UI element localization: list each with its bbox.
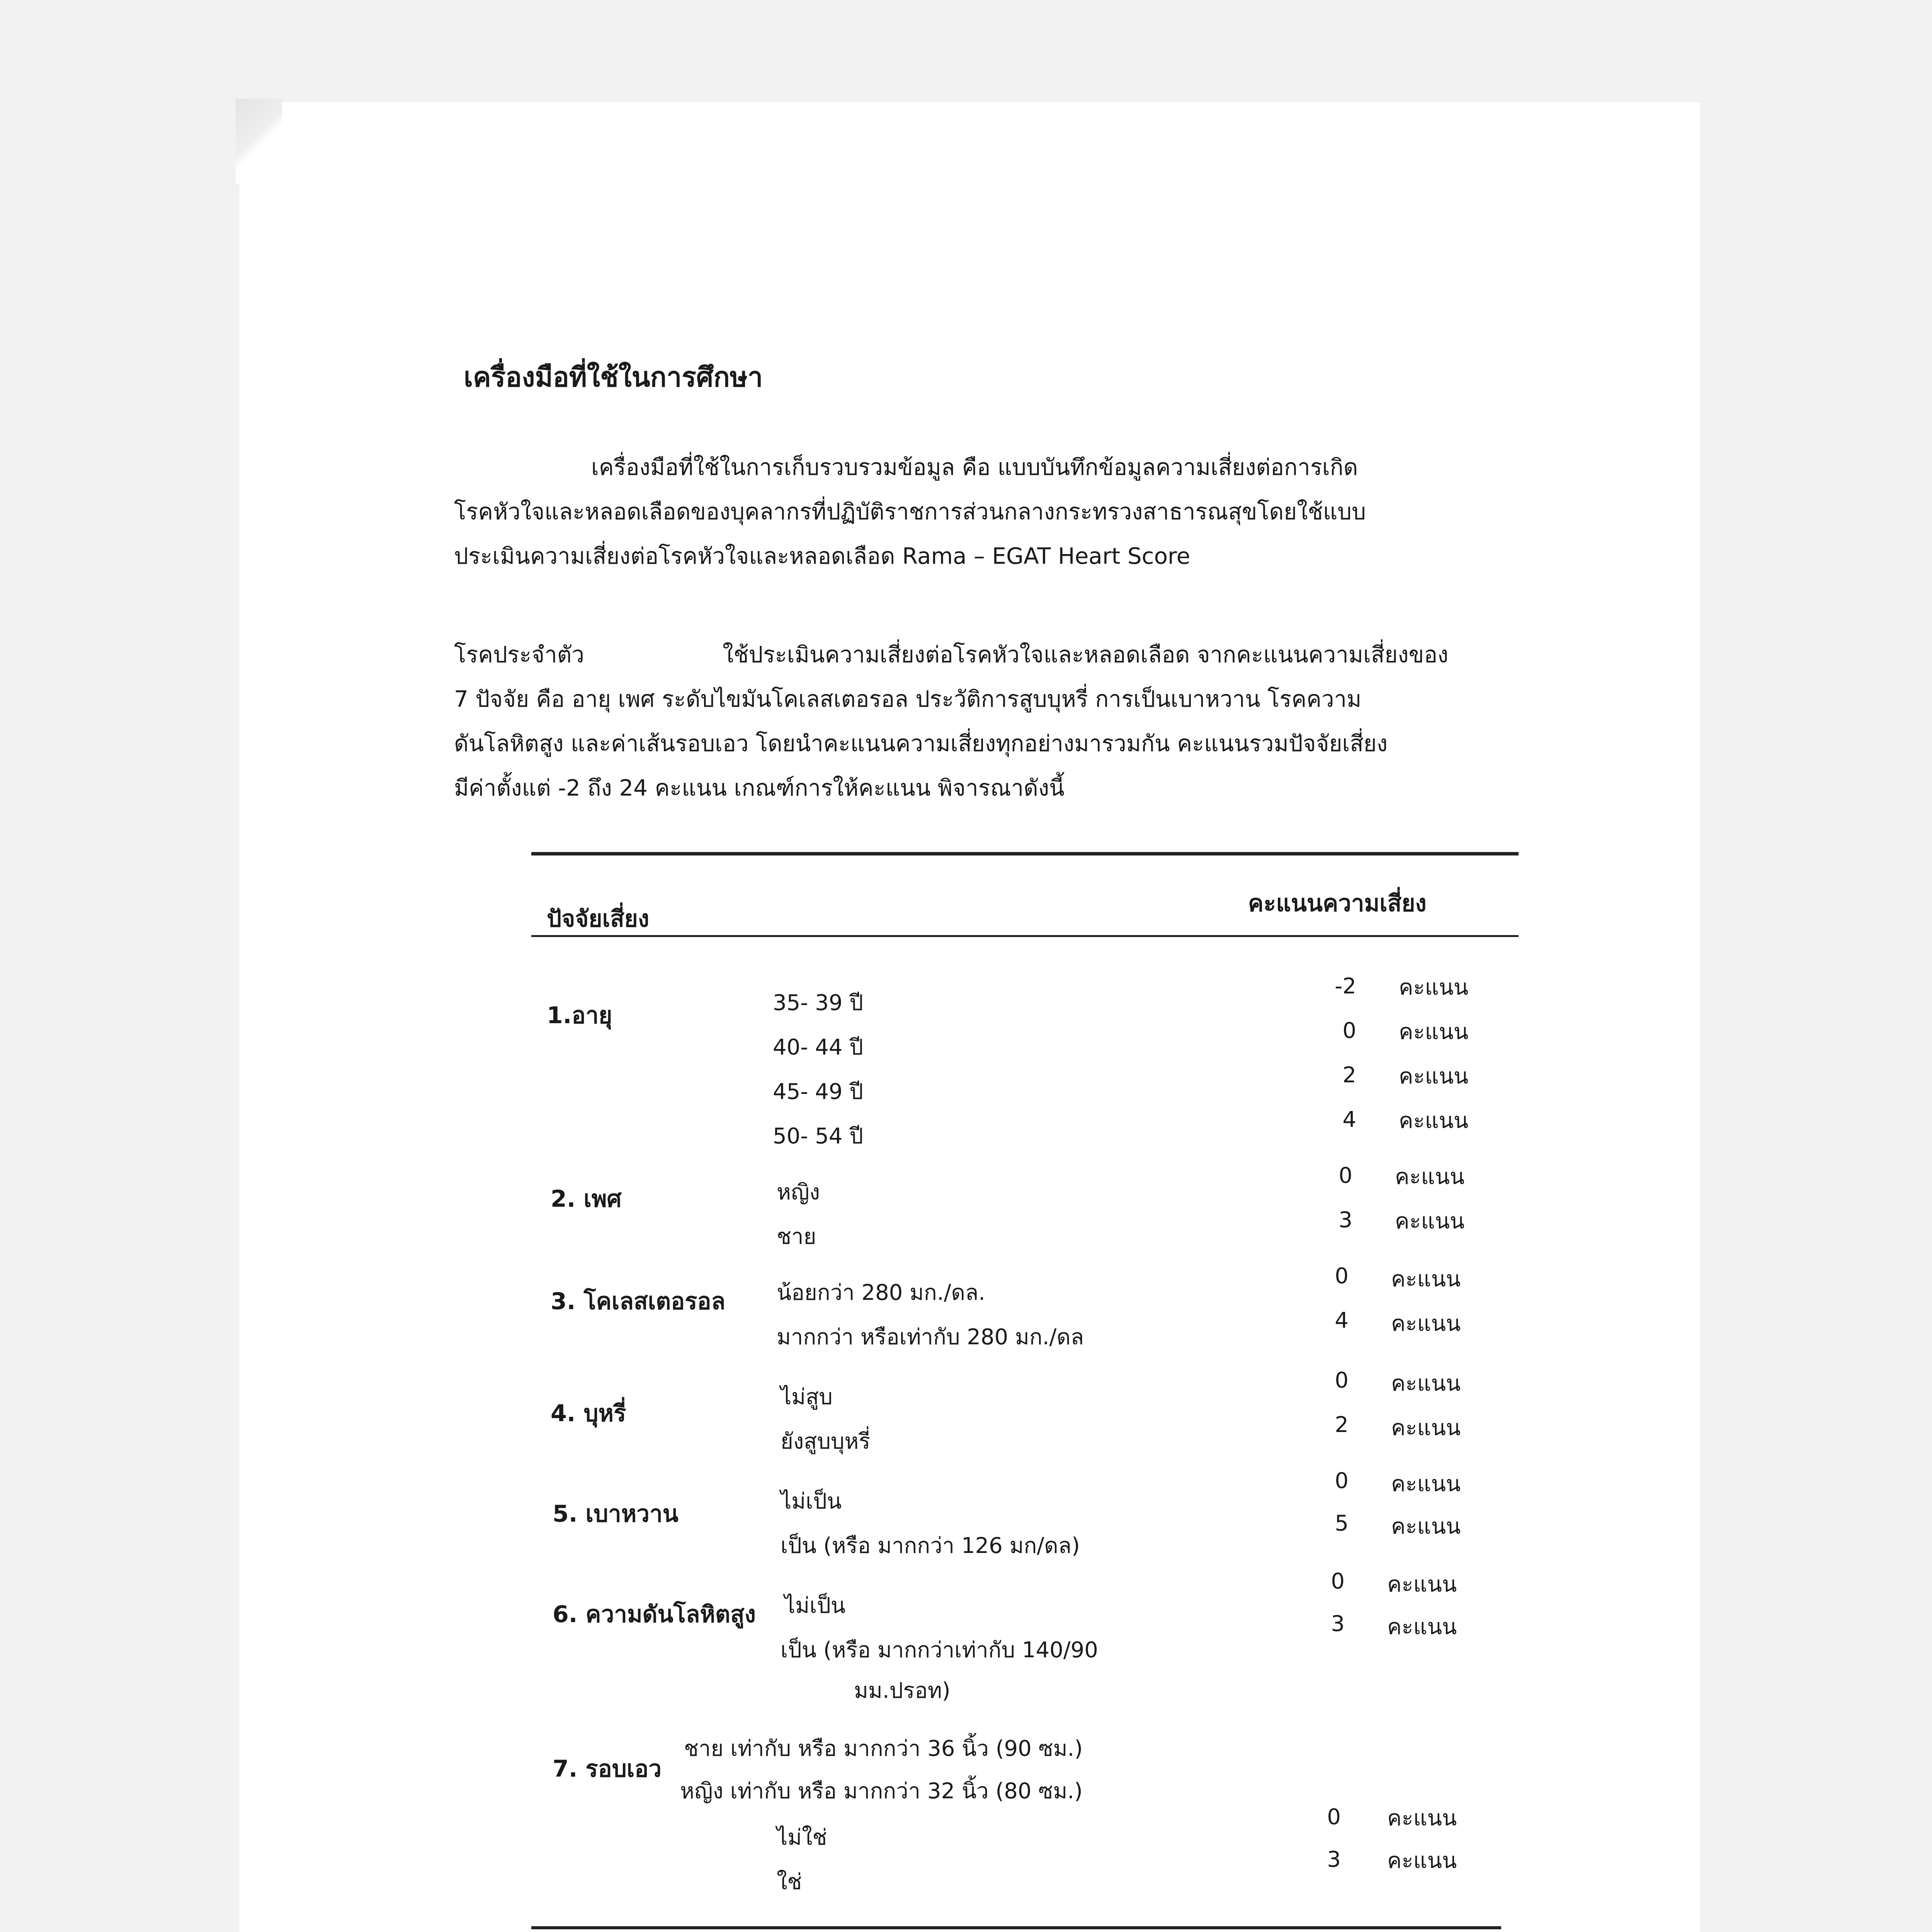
- score-unit: คะแนน: [1387, 1806, 1457, 1831]
- waist-option: ใช่: [777, 1869, 802, 1895]
- table-bottom-rule: [531, 1926, 1501, 1929]
- age-score: -2: [1335, 974, 1356, 999]
- age-option: 40- 44 ปี: [773, 1035, 863, 1060]
- age-option: 50- 54 ปี: [773, 1124, 863, 1149]
- diabetes-option: เป็น (หรือ มากกว่า 126 มก/ดล): [781, 1533, 1080, 1558]
- score-unit: คะแนน: [1399, 975, 1469, 1000]
- age-score: 2: [1342, 1063, 1356, 1088]
- section-line-4: มีค่าตั้งแต่ -2 ถึง 24 คะแนน เกณฑ์การให้คะแนน พิจารณาดังนี้: [454, 775, 1065, 801]
- score-unit: คะแนน: [1391, 1267, 1461, 1292]
- table-top-rule: [531, 852, 1519, 855]
- score-unit: คะแนน: [1391, 1514, 1461, 1539]
- hypertension-option: เป็น (หรือ มากกว่าเท่ากับ 140/90: [781, 1638, 1098, 1663]
- page-corner-shadow: [236, 99, 282, 184]
- score-unit: คะแนน: [1395, 1164, 1465, 1189]
- score-unit: คะแนน: [1387, 1848, 1457, 1873]
- smoking-score: 0: [1335, 1368, 1349, 1393]
- hypertension-option: ไม่เป็น: [784, 1593, 846, 1618]
- factor-waist: 7. รอบเอว: [553, 1755, 662, 1782]
- diabetes-option: ไม่เป็น: [781, 1489, 842, 1514]
- factor-diabetes: 5. เบาหวาน: [553, 1500, 679, 1527]
- diabetes-score: 0: [1335, 1468, 1349, 1493]
- waist-criteria-female: หญิง เท่ากับ หรือ มากกว่า 32 นิ้ว (80 ซม.): [680, 1779, 1083, 1804]
- score-unit: คะแนน: [1391, 1311, 1461, 1336]
- sex-option: หญิง: [777, 1180, 820, 1205]
- factor-sex: 2. เพศ: [551, 1185, 622, 1213]
- cholesterol-score: 4: [1335, 1308, 1349, 1333]
- score-unit: คะแนน: [1399, 1064, 1469, 1089]
- section-line-3: ดันโลหิตสูง และค่าเส้นรอบเอว โดยนำคะแนนความเสี่ยงทุกอย่างมารวมกัน คะแนนรวมปัจจัยเสี่ยง: [454, 730, 1388, 757]
- section-line-1: ใช้ประเมินความเสี่ยงต่อโรคหัวใจและหลอดเลือด จากคะแนนความเสี่ยงของ: [723, 641, 1449, 668]
- smoking-score: 2: [1335, 1412, 1349, 1437]
- age-score: 4: [1342, 1107, 1356, 1132]
- cholesterol-option: มากกว่า หรือเท่ากับ 280 มก./ดล: [777, 1325, 1084, 1350]
- factor-smoking: 4. บุหรี่: [551, 1400, 626, 1427]
- hypertension-option-continued: มม.ปรอท): [854, 1678, 951, 1703]
- score-unit: คะแนน: [1387, 1572, 1457, 1597]
- table-header-rule: [531, 935, 1519, 937]
- sex-score: 0: [1338, 1163, 1352, 1188]
- header-risk-factor: ปัจจัยเสี่ยง: [547, 905, 650, 932]
- smoking-option: ยังสูบบุหรี่: [781, 1429, 871, 1454]
- sex-score: 3: [1338, 1208, 1352, 1233]
- hypertension-score: 3: [1331, 1611, 1345, 1636]
- age-option: 45- 49 ปี: [773, 1079, 863, 1104]
- cholesterol-option: น้อยกว่า 280 มก./ดล.: [777, 1280, 985, 1305]
- section-line-2: 7 ปัจจัย คือ อายุ เพศ ระดับไขมันโคเลสเตอรอล ประวัติการสูบบุหรี่ การเป็นเบาหวาน โรคความ: [454, 686, 1362, 712]
- section-heading: เครื่องมือที่ใช้ในการศึกษา: [464, 361, 763, 393]
- hypertension-score: 0: [1331, 1569, 1345, 1594]
- score-unit: คะแนน: [1399, 1019, 1469, 1044]
- waist-criteria-male: ชาย เท่ากับ หรือ มากกว่า 36 นิ้ว (90 ซม.): [684, 1736, 1083, 1761]
- factor-hypertension: 6. ความดันโลหิตสูง: [553, 1601, 756, 1628]
- waist-score: 0: [1327, 1804, 1341, 1830]
- waist-option: ไม่ใช่: [777, 1825, 827, 1850]
- factor-age: 1.อายุ: [547, 1002, 612, 1029]
- intro-line-3: ประเมินความเสี่ยงต่อโรคหัวใจและหลอดเลือด Rama – EGAT Heart Score: [454, 543, 1190, 569]
- waist-score: 3: [1327, 1847, 1341, 1872]
- factor-cholesterol: 3. โคเลสเตอรอล: [551, 1288, 726, 1315]
- intro-line-1: เครื่องมือที่ใช้ในการเก็บรวบรวมข้อมูล คือ แบบบันทึกข้อมูลความเสี่ยงต่อการเกิด: [591, 454, 1358, 480]
- diabetes-score: 5: [1335, 1511, 1349, 1536]
- section-label: โรคประจำตัว: [454, 641, 585, 668]
- score-unit: คะแนน: [1391, 1371, 1461, 1396]
- score-unit: คะแนน: [1399, 1108, 1469, 1133]
- score-unit: คะแนน: [1387, 1614, 1457, 1639]
- age-option: 35- 39 ปี: [773, 990, 863, 1015]
- score-unit: คะแนน: [1391, 1471, 1461, 1497]
- age-score: 0: [1342, 1018, 1356, 1043]
- intro-line-2: โรคหัวใจและหลอดเลือดของบุคลากรที่ปฏิบัติราชการส่วนกลางกระทรวงสาธารณสุขโดยใช้แบบ: [454, 498, 1366, 525]
- smoking-option: ไม่สูบ: [781, 1384, 833, 1410]
- score-unit: คะแนน: [1395, 1209, 1465, 1234]
- cholesterol-score: 0: [1335, 1264, 1349, 1289]
- sex-option: ชาย: [777, 1224, 816, 1249]
- score-unit: คะแนน: [1391, 1415, 1461, 1440]
- header-risk-score: คะแนนความเสี่ยง: [1248, 890, 1427, 917]
